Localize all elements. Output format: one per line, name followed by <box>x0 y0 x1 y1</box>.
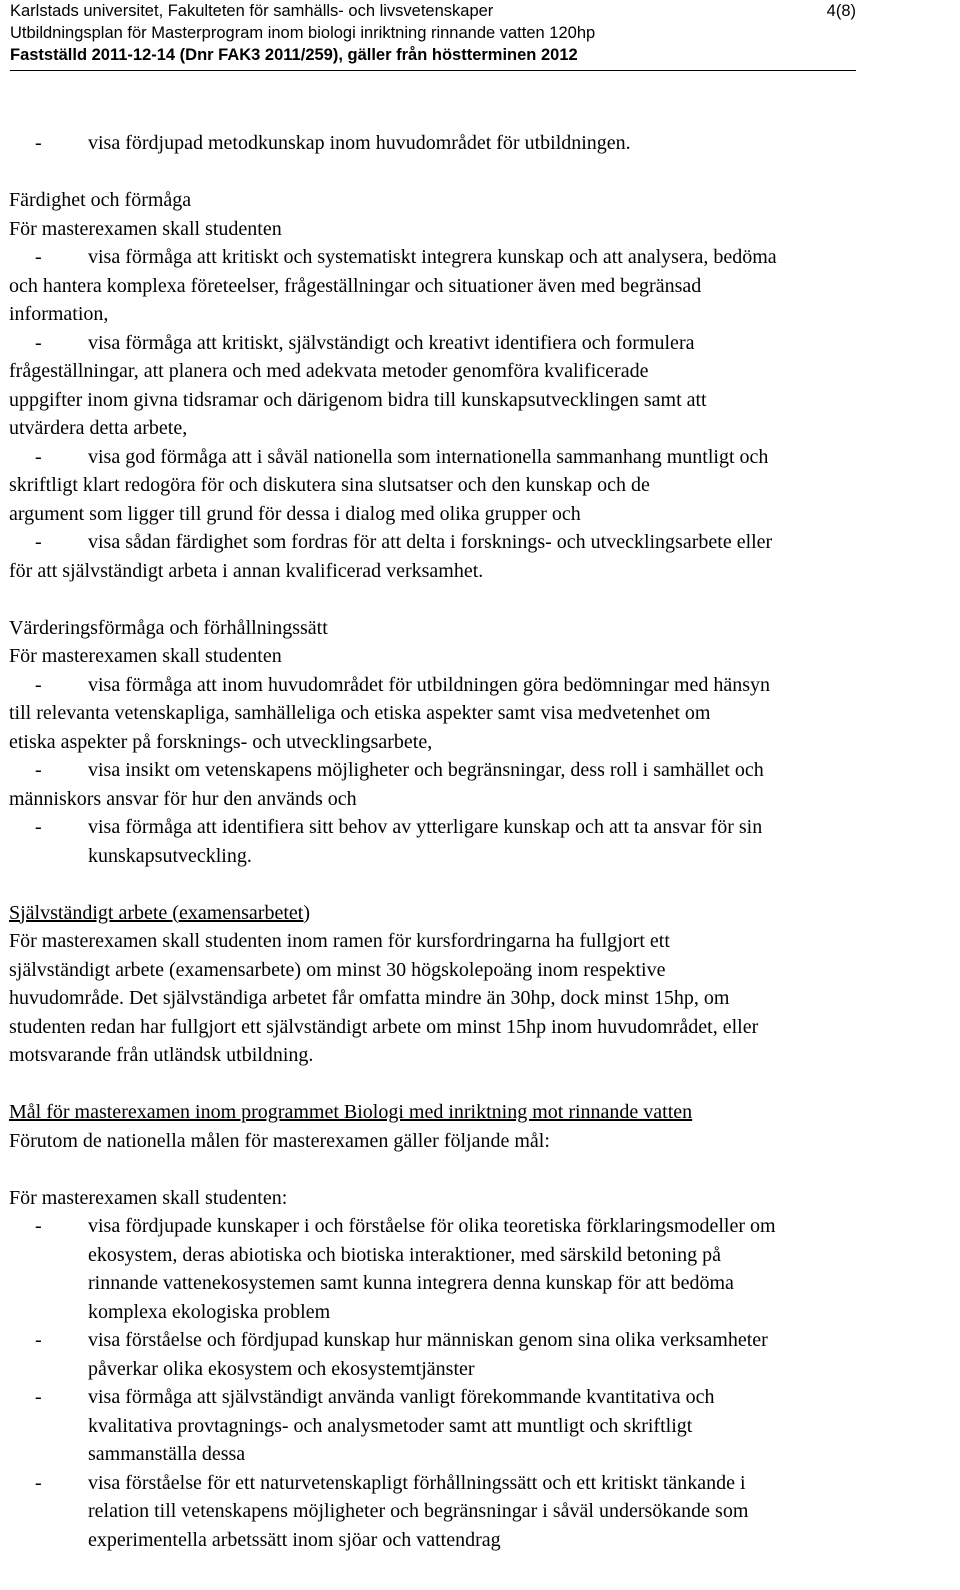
list-item-first-line: visa förståelse för ett naturvetenskapligt förhållningssätt och ett kritiskt tänkande i <box>88 1471 746 1494</box>
list-dash: - <box>35 531 42 553</box>
list-item-line: kvalitativa provtagnings- och analysmetoder samt att muntligt och skriftligt <box>88 1414 693 1437</box>
list-item-first-line: visa sådan färdighet som fordras för att delta i forsknings- och utvecklingsarbete eller <box>88 531 773 553</box>
list-item-first-line: visa god förmåga att i såväl nationella som internationella sammanhang muntligt och <box>88 445 769 468</box>
list-dash: - <box>35 1471 42 1494</box>
fardighet-list <box>9 243 957 585</box>
header-university: Karlstads universitet, Fakulteten för samhälls- och livsvetenskaper <box>10 2 494 20</box>
list-item-first-line: visa förmåga att kritiskt, självständigt och kreativt identifiera och formulera <box>88 331 695 354</box>
list-item-line: skriftligt klart redogöra för och diskutera sina slutsatser och den kunskap och de <box>9 474 650 496</box>
section-heading-fardighet: Färdighet och förmåga <box>9 189 192 211</box>
mal-list <box>9 1212 957 1554</box>
list-item-line: etiska aspekter på forsknings- och utvecklingsarbete, <box>9 730 433 753</box>
list-item <box>9 756 957 813</box>
list-dash: - <box>35 246 42 268</box>
section-lead: För masterexamen skall studenten: <box>9 1186 288 1209</box>
list-item-first-line: visa fördjupade kunskaper i och förståelse för olika teoretiska förklaringsmodeller om <box>88 1215 776 1237</box>
header-line-university <box>10 0 856 22</box>
page-header <box>10 0 856 66</box>
list-item-line: ekosystem, deras abiotiska och biotiska interaktioner, med särskild betoning på <box>88 1243 721 1266</box>
list-item-first-line: visa förmåga att kritiskt och systematiskt integrera kunskap och att analysera, bedöma <box>88 246 777 268</box>
list-item-line: komplexa ekologiska problem <box>88 1300 331 1323</box>
list-item <box>9 243 957 329</box>
list-dash: - <box>35 673 42 696</box>
list-item-line: sammanställa dessa <box>88 1443 246 1465</box>
list-item-line: utvärdera detta arbete, <box>9 417 188 439</box>
mal-intro: Förutom de nationella målen för masterexamen gäller följande mål: <box>9 1129 550 1152</box>
list-dash: - <box>35 759 42 781</box>
list-dash: - <box>35 331 42 354</box>
paragraph-line: självständigt arbete (examensarbete) om minst 30 högskolepoäng inom respektive <box>9 958 666 981</box>
list-item-line: påverkar olika ekosystem och ekosystemtjänster <box>88 1357 475 1380</box>
section-heading-mal: Mål för masterexamen inom programmet Biologi med inriktning mot rinnande vatten <box>9 1101 693 1123</box>
paragraph-line: För masterexamen skall studenten inom ramen för kursfordringarna ha fullgjort ett <box>9 930 670 952</box>
page-number: 4(8) <box>826 2 856 20</box>
list-item <box>9 813 957 870</box>
list-item <box>9 1469 957 1555</box>
vardering-list <box>9 671 957 871</box>
list-item-first-line: visa förmåga att självständigt använda vanligt förekommande kvantitativa och <box>88 1386 715 1408</box>
list-item-line: kunskapsutveckling. <box>88 844 252 867</box>
list-item <box>9 671 957 757</box>
paragraph-line: motsvarande från utländsk utbildning. <box>9 1044 314 1066</box>
list-item-line: frågeställningar, att planera och med adekvata metoder genomföra kvalificerade <box>9 360 649 382</box>
list-dash: - <box>35 1329 42 1351</box>
paragraph-line: huvudområde. Det självständiga arbetet får omfatta mindre än 30hp, dock minst 15hp, om <box>9 987 730 1009</box>
list-dash: - <box>35 445 42 468</box>
list-item-line: information, <box>9 303 109 325</box>
section-lead: För masterexamen skall studenten <box>9 645 282 667</box>
list-item <box>9 528 957 585</box>
list-item-line: argument som ligger till grund för dessa i dialog med olika grupper och <box>9 502 581 525</box>
list-item-line: uppgifter inom givna tidsramar och därigenom bidra till kunskapsutvecklingen samt att <box>9 388 707 411</box>
list-item <box>9 129 957 158</box>
list-item-first-line: visa förståelse och fördjupad kunskap hur människan genom sina olika verksamheter <box>88 1329 768 1351</box>
list-item <box>9 1383 957 1469</box>
list-item-line: och hantera komplexa företeelser, frågeställningar och situationer även med begränsad <box>9 274 702 297</box>
list-item <box>9 1326 957 1383</box>
section-lead: För masterexamen skall studenten <box>9 217 282 240</box>
list-dash: - <box>35 1215 42 1237</box>
sjalvstandigt-paragraph <box>9 927 957 1070</box>
header-established: Fastställd 2011-12-14 (Dnr FAK3 2011/259), gäller från höstterminen 2012 <box>10 46 578 64</box>
list-item-first-line: visa insikt om vetenskapens möjligheter och begränsningar, dess roll i samhället och <box>88 759 764 781</box>
list-item-line: människors ansvar för hur den används och <box>9 787 357 810</box>
list-item-line: till relevanta vetenskapliga, samhälleliga och etiska aspekter samt visa medvetenhet om <box>9 702 711 724</box>
list-item-line: experimentella arbetssätt inom sjöar och vattendrag <box>88 1528 501 1551</box>
list-item <box>9 443 957 529</box>
list-item-line: för att självständigt arbeta i annan kvalificerad verksamhet. <box>9 559 484 582</box>
list-item-text: visa fördjupad metodkunskap inom huvudområdet för utbildningen. <box>88 132 631 154</box>
list-item <box>9 329 957 443</box>
list-item-first-line: visa förmåga att inom huvudområdet för utbildningen göra bedömningar med hänsyn <box>88 673 771 696</box>
list-dash: - <box>35 132 42 154</box>
list-dash: - <box>35 816 42 838</box>
header-divider <box>10 70 856 71</box>
section-heading-sjalvstandigt: Självständigt arbete (examensarbetet) <box>9 901 310 924</box>
section-heading-vardering: Värderingsförmåga och förhållningssätt <box>9 616 328 639</box>
document-body <box>9 129 957 1554</box>
list-item-line: rinnande vattenekosystemen samt kunna integrera denna kunskap för att bedöma <box>88 1272 734 1294</box>
list-item-line: relation till vetenskapens möjligheter och begränsningar i såväl undersökande som <box>88 1500 749 1522</box>
list-item <box>9 1212 957 1326</box>
paragraph-line: studenten redan har fullgjort ett självständigt arbete om minst 15hp inom huvudområdet, eller <box>9 1015 759 1038</box>
header-program: Utbildningsplan för Masterprogram inom biologi inriktning rinnande vatten 120hp <box>10 24 596 42</box>
list-item-first-line: visa förmåga att identifiera sitt behov av ytterligare kunskap och att ta ansvar för sin <box>88 816 763 838</box>
list-dash: - <box>35 1386 42 1408</box>
